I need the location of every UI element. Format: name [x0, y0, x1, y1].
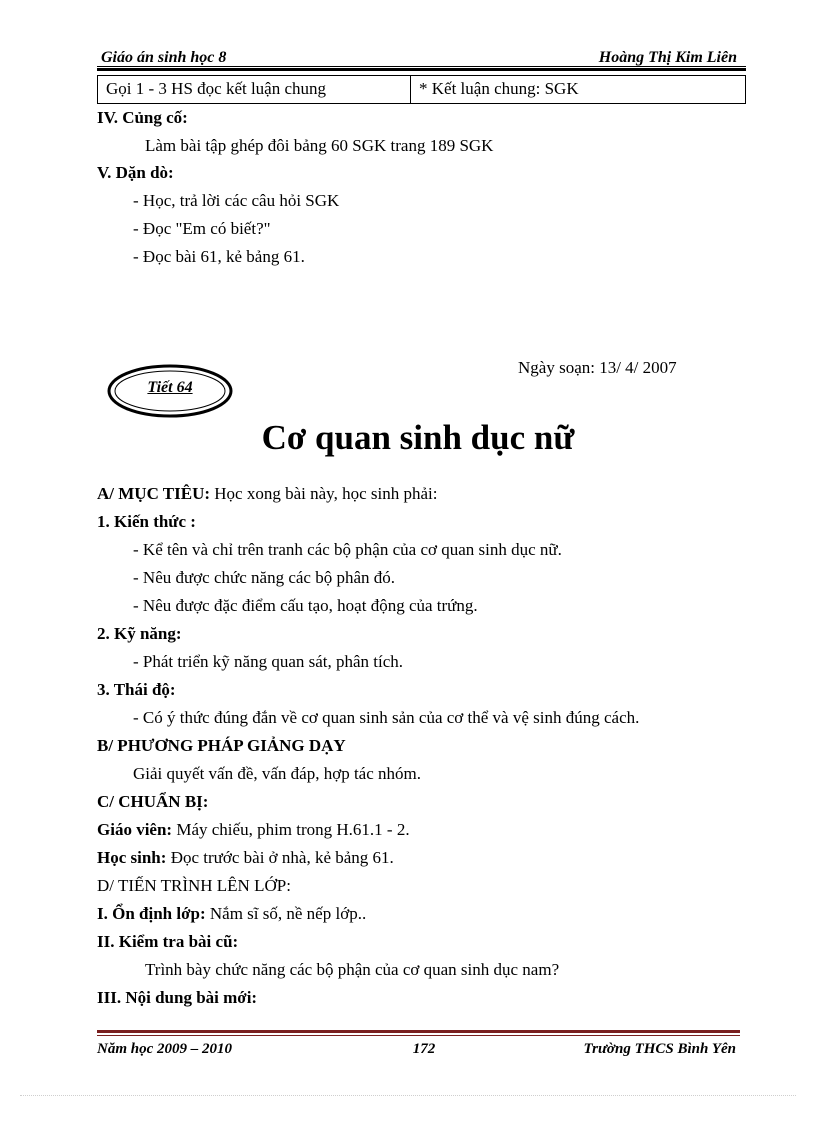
- process-heading: D/ TIẾN TRÌNH LÊN LỚP:: [97, 876, 291, 895]
- knowledge-item: - Kể tên và chỉ trên tranh các bộ phận của cơ quan sinh dục nữ.: [133, 540, 562, 559]
- table-cell-right: * Kết luận chung: SGK: [419, 79, 579, 98]
- student-line: [97, 848, 394, 868]
- consolidation-heading: IV. Củng cố:: [97, 108, 188, 127]
- page-bottom-dotted-line: [20, 1095, 796, 1096]
- stabilize-line: [97, 904, 366, 924]
- review-heading: II. Kiểm tra bài cũ:: [97, 932, 239, 951]
- header-right: Hoàng Thị Kim Liên: [598, 49, 737, 66]
- methods-text: Giải quyết vấn đề, vấn đáp, hợp tác nhóm.: [133, 764, 421, 783]
- skills-item: - Phát triển kỹ năng quan sát, phân tích.: [133, 652, 404, 671]
- stabilize-label: I. Ổn định lớp:: [97, 904, 206, 923]
- lesson-number: Tiết 64: [147, 379, 193, 396]
- student-label: Học sinh:: [97, 848, 167, 867]
- homework-item: - Đọc bài 61, kẻ bảng 61.: [133, 247, 305, 266]
- attitude-item: - Có ý thức đúng đắn về cơ quan sinh sản của cơ thể và vệ sinh đúng cách.: [133, 708, 640, 727]
- homework-item: - Học, trả lời các câu hỏi SGK: [133, 191, 340, 210]
- new-lesson-heading: III. Nội dung bài mới:: [97, 988, 258, 1007]
- homework-item: - Đọc "Em có biết?": [133, 219, 271, 238]
- footer-page-number: 172: [412, 1041, 436, 1057]
- knowledge-heading: 1. Kiến thức :: [97, 512, 196, 531]
- table-cell-left: Gọi 1 - 3 HS đọc kết luận chung: [98, 76, 411, 103]
- skills-heading: 2. Kỹ năng:: [97, 624, 182, 643]
- objectives-heading: A/ MỤC TIÊU:: [97, 484, 211, 503]
- summary-table-row: [97, 75, 746, 104]
- header-left: Giáo án sinh học 8: [101, 49, 227, 66]
- prepared-date: Ngày soạn: 13/ 4/ 2007: [518, 358, 677, 377]
- objectives-intro: Học xong bài này, học sinh phải:: [210, 484, 438, 503]
- header-rule-thick: [97, 68, 746, 71]
- consolidation-text: Làm bài tập ghép đôi bảng 60 SGK trang 189 SGK: [145, 136, 494, 155]
- footer-rule-thin: [97, 1035, 740, 1036]
- preparation-heading: C/ CHUẨN BỊ:: [97, 792, 209, 811]
- methods-heading: B/ PHƯƠNG PHÁP GIẢNG DẠY: [97, 736, 346, 755]
- homework-heading: V. Dặn dò:: [97, 163, 174, 182]
- teacher-text: Máy chiếu, phim trong H.61.1 - 2.: [172, 820, 410, 839]
- header-rule-thin: [97, 66, 746, 67]
- footer-rule-thick: [97, 1030, 740, 1033]
- knowledge-item: - Nêu được chức năng các bộ phân đó.: [133, 568, 396, 587]
- teacher-line: [97, 820, 410, 840]
- objectives-line: [97, 484, 437, 504]
- student-text: Đọc trước bài ở nhà, kẻ bảng 61.: [166, 848, 394, 867]
- footer-school-name: Trường THCS Bình Yên: [583, 1041, 736, 1057]
- teacher-label: Giáo viên:: [97, 820, 173, 839]
- stabilize-text: Nắm sĩ số, nề nếp lớp..: [205, 904, 367, 923]
- knowledge-item: - Nêu được đặc điểm cấu tạo, hoạt động của trứng.: [133, 596, 478, 615]
- review-question: Trình bày chức năng các bộ phận của cơ quan sinh dục nam?: [145, 960, 560, 979]
- footer-school-year: Năm học 2009 – 2010: [97, 1041, 232, 1057]
- attitude-heading: 3. Thái độ:: [97, 680, 176, 699]
- page-title: Cơ quan sinh dục nữ: [261, 418, 575, 457]
